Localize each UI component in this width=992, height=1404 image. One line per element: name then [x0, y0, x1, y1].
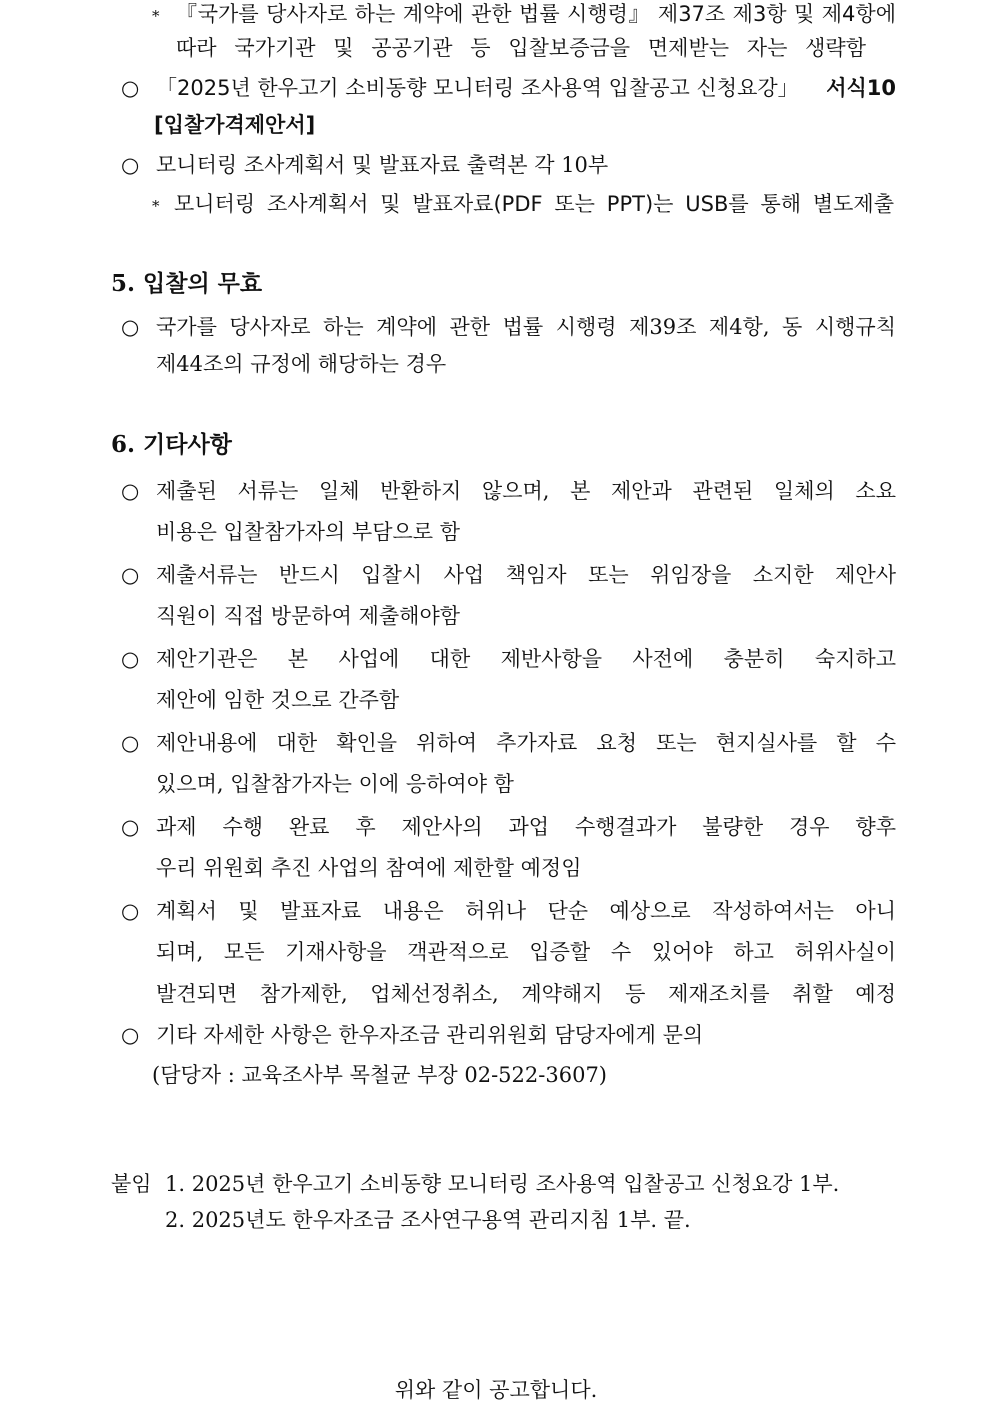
bullet-circle: ○	[121, 647, 140, 671]
form-number: 서식10	[826, 76, 896, 100]
section-heading: 5. 입찰의 무효	[111, 270, 263, 297]
bullet-circle: ○	[121, 153, 140, 177]
form-title: [입찰가격제안서]	[154, 113, 316, 137]
note-asterisk: *	[152, 197, 160, 215]
bullet-circle: ○	[121, 563, 140, 587]
list-item-continued: 제안에 임한 것으로 간주함	[156, 688, 400, 712]
attachment-item: 2. 2025년도 한우자조금 조사연구용역 관리지침 1부. 끝.	[165, 1208, 691, 1232]
attachment-label: 붙임	[111, 1172, 152, 1196]
list-item: 제안내용에 대한 확인을 위하여 추가자료 요청 또는 현지실사를 할 수	[156, 731, 896, 755]
list-item-continued: 비용은 입찰참가자의 부담으로 함	[156, 520, 461, 544]
bullet-circle: ○	[121, 76, 140, 100]
list-item-continued: 직원이 직접 방문하여 제출해야함	[156, 604, 461, 628]
bullet-circle: ○	[121, 899, 140, 923]
bullet-circle: ○	[121, 1023, 140, 1047]
list-item: 제출된 서류는 일체 반환하지 않으며, 본 제안과 관련된 일체의 소요	[156, 479, 896, 503]
bullet-circle: ○	[121, 315, 140, 339]
note-text: 『국가를 당사자로 하는 계약에 관한 법률 시행령』 제37조 제3항 및 제4항에	[176, 2, 896, 26]
section-heading: 6. 기타사항	[111, 431, 232, 458]
list-item: 모니터링 조사계획서 및 발표자료 출력본 각 10부	[156, 153, 609, 177]
list-item: 기타 자세한 사항은 한우자조금 관리위원회 담당자에게 문의	[156, 1023, 704, 1047]
bullet-circle: ○	[121, 479, 140, 503]
list-item: 과제 수행 완료 후 제안사의 과업 수행결과가 불량한 경우 향후	[156, 815, 896, 839]
contact-info: (담당자 : 교육조사부 목철균 부장 02-522-3607)	[152, 1063, 607, 1087]
bullet-circle: ○	[121, 815, 140, 839]
list-item-continued: 발견되면 참가제한, 업체선정취소, 계약해지 등 제재조치를 취할 예정	[156, 982, 896, 1006]
note-asterisk: *	[152, 7, 160, 25]
list-item: 계획서 및 발표자료 내용은 허위나 단순 예상으로 작성하여서는 아니	[156, 899, 896, 923]
list-item-text: 「2025년 한우고기 소비동향 모니터링 조사용역 입찰공고 신청요강」	[156, 76, 799, 100]
list-item	[156, 74, 896, 102]
list-item: 국가를 당사자로 하는 계약에 관한 법률 시행령 제39조 제4항, 동 시행규칙	[156, 315, 896, 339]
bullet-circle: ○	[121, 731, 140, 755]
list-item-continued: 우리 위원회 추진 사업의 참여에 제한할 예정임	[156, 856, 582, 880]
list-item: 제안기관은 본 사업에 대한 제반사항을 사전에 충분히 숙지하고	[156, 647, 896, 671]
note-text: 따라 국가기관 및 공공기관 등 입찰보증금을 면제받는 자는 생략함	[176, 36, 866, 60]
list-item-continued: 있으며, 입찰참가자는 이에 응하여야 함	[156, 772, 514, 796]
closing-statement: 위와 같이 공고합니다.	[394, 1378, 598, 1402]
attachment-item: 1. 2025년 한우고기 소비동향 모니터링 조사용역 입찰공고 신청요강 1부.	[165, 1172, 840, 1196]
note-text: 모니터링 조사계획서 및 발표자료(PDF 또는 PPT)는 USB를 통해 별도제출	[174, 192, 894, 216]
list-item: 제출서류는 반드시 입찰시 사업 책임자 또는 위임장을 소지한 제안사	[156, 563, 896, 587]
list-item-continued: 제44조의 규정에 해당하는 경우	[156, 352, 447, 376]
list-item-continued: 되며, 모든 기재사항을 객관적으로 입증할 수 있어야 하고 허위사실이	[156, 940, 896, 964]
